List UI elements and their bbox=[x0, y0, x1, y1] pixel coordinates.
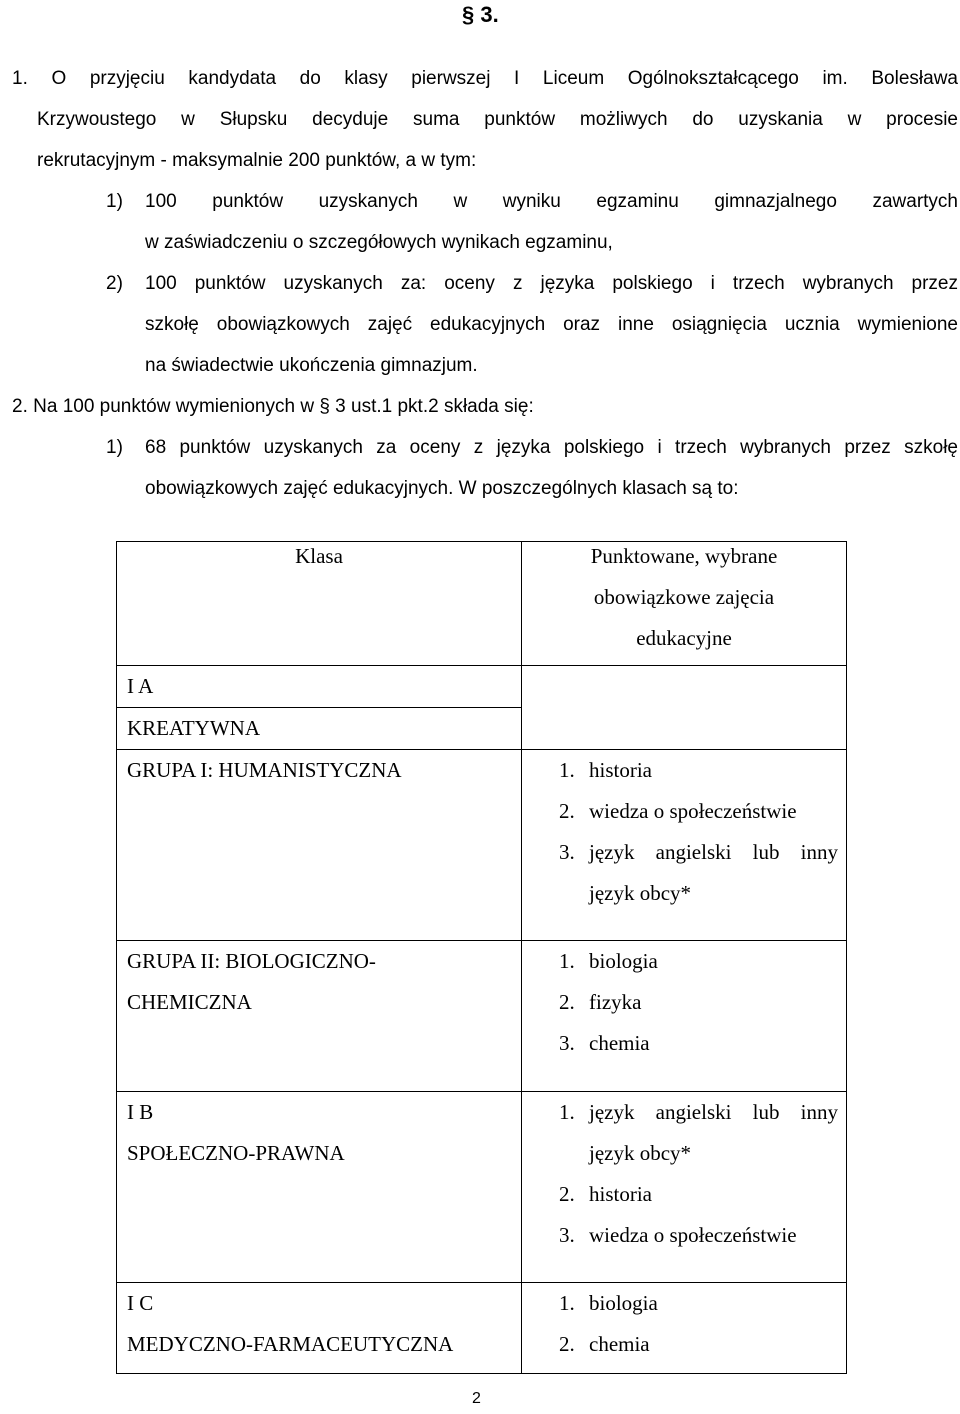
table-row bbox=[117, 1092, 847, 1283]
group1-cell bbox=[117, 750, 522, 941]
list-item: język obcy* bbox=[589, 1141, 692, 1165]
list-item: 3. język angielski lub inny bbox=[559, 840, 838, 864]
list-item: 2. fizyka bbox=[559, 990, 642, 1014]
class-ic-label: I C bbox=[127, 1291, 154, 1315]
class-ia-profile-cell bbox=[117, 708, 522, 750]
p1-item2-line1: 100 punktów uzyskanych za: oceny z języka polskiego i trzech wybranych przez bbox=[145, 273, 958, 294]
section-heading: § 3. bbox=[462, 2, 499, 27]
class-ic-subjects-cell bbox=[522, 1283, 847, 1374]
group2-cell bbox=[117, 941, 522, 1092]
p1-item2-number: 2) bbox=[106, 273, 123, 294]
header-class-label: Klasa bbox=[295, 544, 343, 568]
list-item: język obcy* bbox=[589, 881, 692, 905]
class-ib-label: I B bbox=[127, 1100, 154, 1124]
list-item: 2. chemia bbox=[559, 1332, 650, 1356]
list-item: 1. język angielski lub inny bbox=[559, 1100, 838, 1124]
p1-item2-line2: szkołę obowiązkowych zajęć edukacyjnych oraz inne osiągnięcia ucznia wymienione bbox=[145, 314, 958, 335]
p1-item1-line1: 100 punktów uzyskanych w wyniku egzaminu gimnazjalnego zawartych bbox=[145, 191, 958, 212]
list-item: 1. historia bbox=[559, 758, 652, 782]
header-subjects-line2: obowiązkowe zajęcia bbox=[593, 585, 775, 609]
p2-item-line2: obowiązkowych zajęć edukacyjnych. W poszczególnych klasach są to: bbox=[145, 478, 739, 499]
header-subjects-cell bbox=[522, 542, 847, 666]
group2-subjects-cell bbox=[522, 941, 847, 1092]
class-ib-profile: SPOŁECZNO-PRAWNA bbox=[127, 1141, 345, 1165]
header-subjects-line3: edukacyjne bbox=[636, 626, 732, 650]
group2-name-line1: GRUPA II: BIOLOGICZNO- bbox=[127, 949, 376, 973]
header-class-cell bbox=[117, 542, 522, 666]
table-header-row bbox=[117, 542, 847, 666]
p1-item2-line3: na świadectwie ukończenia gimnazjum. bbox=[145, 355, 478, 376]
page-number: 2 bbox=[472, 1390, 481, 1407]
class-ia-subjects-cell bbox=[522, 666, 847, 750]
list-item: 3. wiedza o społeczeństwie bbox=[559, 1223, 797, 1247]
p2-item-line1: 68 punktów uzyskanych za oceny z języka polskiego i trzech wybranych przez szkołę bbox=[145, 437, 958, 458]
class-ia-label-cell bbox=[117, 666, 522, 708]
p2-line1: 2. Na 100 punktów wymienionych w § 3 ust.1 pkt.2 składa się: bbox=[12, 396, 534, 417]
group1-name: GRUPA I: HUMANISTYCZNA bbox=[127, 758, 402, 782]
p2-item-number: 1) bbox=[106, 437, 123, 458]
list-item: 2. wiedza o społeczeństwie bbox=[559, 799, 797, 823]
p1-item1-line2: w zaświadczeniu o szczegółowych wynikach egzaminu, bbox=[145, 232, 613, 253]
class-ic-cell bbox=[117, 1283, 522, 1374]
class-ia-label: I A bbox=[127, 674, 154, 698]
header-subjects-line1: Punktowane, wybrane bbox=[590, 544, 778, 568]
class-ic-profile: MEDYCZNO-FARMACEUTYCZNA bbox=[127, 1332, 454, 1356]
list-item: 1. biologia bbox=[559, 1291, 658, 1315]
table-row bbox=[117, 941, 847, 1092]
list-item: 1. biologia bbox=[559, 949, 658, 973]
class-ia-profile: KREATYWNA bbox=[127, 716, 260, 740]
p1-line3: rekrutacyjnym - maksymalnie 200 punktów, a w tym: bbox=[37, 150, 477, 171]
group2-name-line2: CHEMICZNA bbox=[127, 990, 252, 1014]
list-item: 2. historia bbox=[559, 1182, 652, 1206]
class-ib-subjects-cell bbox=[522, 1092, 847, 1283]
group1-subjects-cell bbox=[522, 750, 847, 941]
classes-subjects-table bbox=[116, 541, 847, 1374]
class-ib-cell bbox=[117, 1092, 522, 1283]
table-row bbox=[117, 1283, 847, 1374]
p1-line1: 1. O przyjęciu kandydata do klasy pierwszej I Liceum Ogólnokształcącego im. Bolesława bbox=[12, 68, 958, 89]
table-row bbox=[117, 666, 847, 708]
list-item: 3. chemia bbox=[559, 1031, 650, 1055]
table-row bbox=[117, 750, 847, 941]
p1-line2: Krzywoustego w Słupsku decyduje suma punktów możliwych do uzyskania w procesie bbox=[37, 109, 958, 130]
p1-item1-number: 1) bbox=[106, 191, 123, 212]
